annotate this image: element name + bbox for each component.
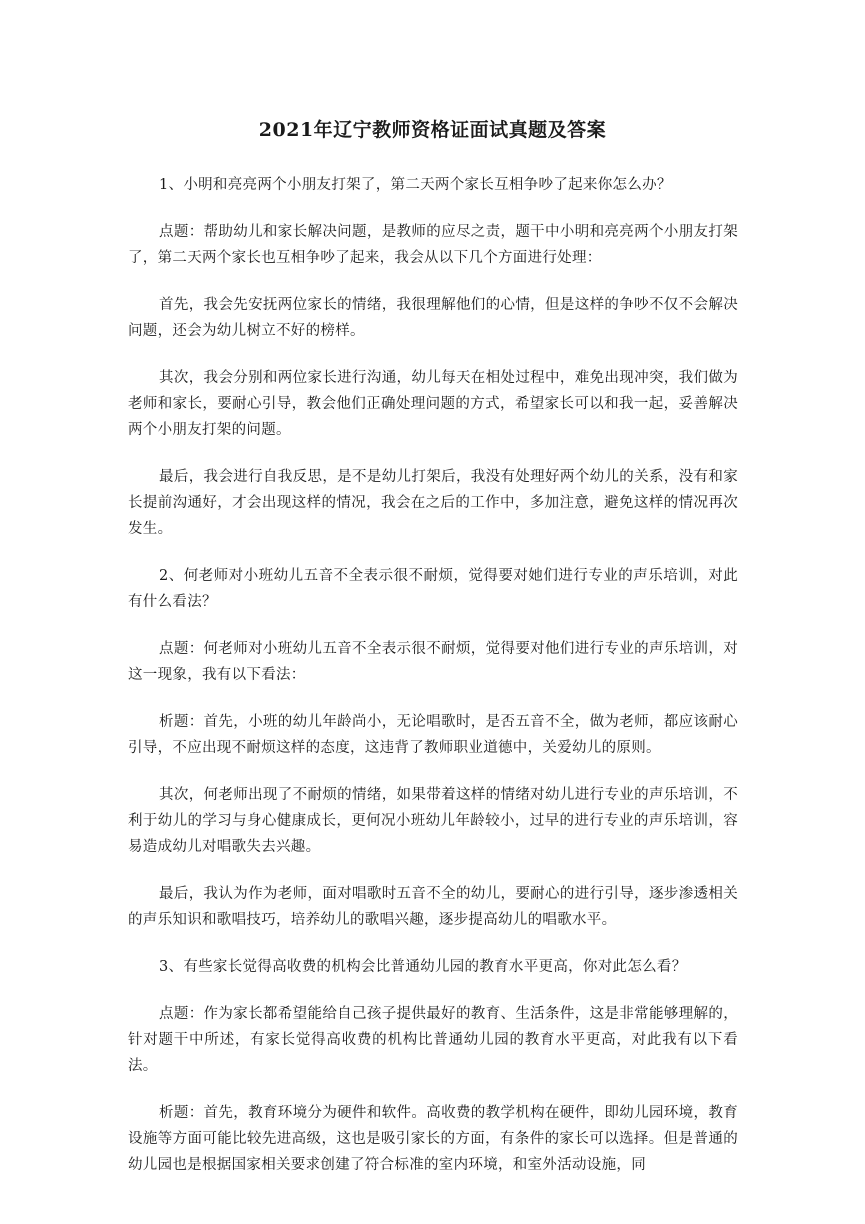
answer-paragraph: 首先，我会先安抚两位家长的情绪，我很理解他们的心情，但是这样的争吵不仅不会解决问题，还会为幼儿树立不好的榜样。 — [128, 297, 738, 339]
answer-paragraph: 最后，我认为作为老师，面对唱歌时五音不全的幼儿，要耐心的进行引导，逐步渗透相关的声乐知识和歌唱技巧，培养幼儿的歌唱兴趣，逐步提高幼儿的唱歌水平。 — [128, 886, 738, 928]
answer-paragraph: 点题：帮助幼儿和家长解决问题，是教师的应尽之责，题干中小明和亮亮两个小朋友打架了，第二天两个家长也互相争吵了起来，我会从以下几个方面进行处理： — [128, 224, 738, 266]
document-body — [128, 172, 738, 1178]
document-title: 2021年辽宁教师资格证面试真题及答案 — [258, 119, 607, 141]
answer-paragraph: 其次，我会分别和两位家长进行沟通，幼儿每天在相处过程中，难免出现冲突，我们做为老师和家长，要耐心引导，教会他们正确处理问题的方式，希望家长可以和我一起，妥善解决两个小朋友打架的问题。 — [128, 370, 738, 438]
answer-paragraph: 最后，我会进行自我反思，是不是幼儿打架后，我没有处理好两个幼儿的关系，没有和家长提前沟通好，才会出现这样的情况，我会在之后的工作中，多加注意，避免这样的情况再次发生。 — [128, 469, 738, 537]
answer-paragraph: 点题：何老师对小班幼儿五音不全表示很不耐烦，觉得要对他们进行专业的声乐培训，对这一现象，我有以下看法： — [128, 641, 738, 683]
answer-paragraph: 其次，何老师出现了不耐烦的情绪，如果带着这样的情绪对幼儿进行专业的声乐培训，不利于幼儿的学习与身心健康成长，更何况小班幼儿年龄较小，过早的进行专业的声乐培训，容易造成幼儿对唱歌失去兴趣。 — [128, 787, 738, 855]
question-3: 3、有些家长觉得高收费的机构会比普通幼儿园的教育水平更高，你对此怎么看？ — [159, 959, 687, 975]
answer-paragraph: 点题：作为家长都希望能给自己孩子提供最好的教育、生活条件，这是非常能够理解的，针对题干中所述，有家长觉得高收费的机构比普通幼儿园的教育水平更高，对此我有以下看法。 — [128, 1006, 738, 1074]
question-1: 1、小明和亮亮两个小朋友打架了，第二天两个家长互相争吵了起来你怎么办？ — [159, 177, 672, 193]
answer-paragraph: 析题：首先，教育环境分为硬件和软件。高收费的教学机构在硬件，即幼儿园环境，教育设施等方面可能比较先进高级，这也是吸引家长的方面，有条件的家长可以选择。但是普通的幼儿园也是根据国家相关要求创建了符合标准的室内环境，和室外活动设施，同 — [128, 1105, 738, 1173]
answer-paragraph: 析题：首先，小班的幼儿年龄尚小，无论唱歌时，是否五音不全，做为老师，都应该耐心引导，不应出现不耐烦这样的态度，这违背了教师职业道德中，关爱幼儿的原则。 — [128, 714, 738, 756]
question-2: 2、何老师对小班幼儿五音不全表示很不耐烦，觉得要对她们进行专业的声乐培训，对此有什么看法？ — [128, 568, 738, 610]
